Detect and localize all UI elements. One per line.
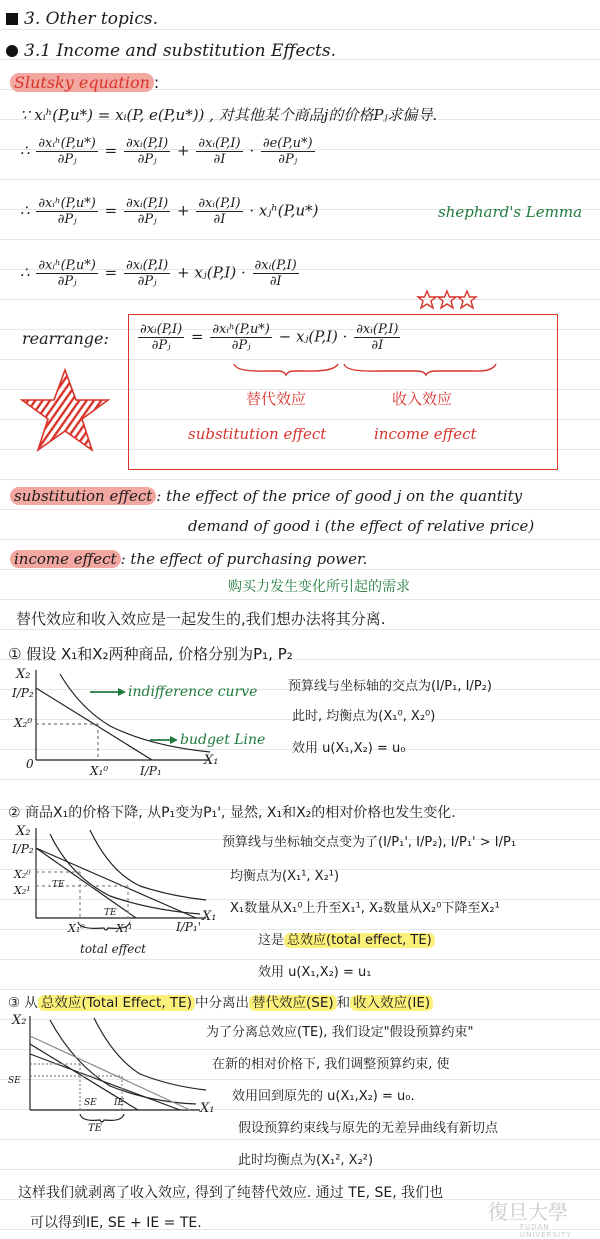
slutsky-result-equation: $\frac{\text{∂xᵢ(P,I)}}{\text{∂Pⱼ}}$ = $\frac{\text{∂xᵢʰ(P,u*)}}{\text{∂Pⱼ}}$ − xⱼ(P,I) · $\frac{\text{∂xᵢ(P,I)}}{\partial I}$ (140, 322, 399, 353)
g1-x-axis: X₁ (204, 753, 219, 768)
income-effect-cn: 收入效应 (392, 390, 453, 408)
slutsky-line-1: ∵ xᵢʰ(P,u*) = xᵢ(P, e(P,u*)) , 对其他某个商品j的价格Pⱼ求偏导. (20, 106, 438, 124)
step2-text: ② 商品X₁的价格下降, 从P₁变为P₁', 显然, X₁和X₂的相对价格也发生变化. (8, 805, 456, 821)
budget-line-label: budget Line (180, 732, 266, 748)
shephard-lemma-note: shephard's Lemma (438, 203, 583, 221)
step1-line-2: 此时, 均衡点为(X₁⁰, X₂⁰) (292, 709, 436, 724)
three-stars-icon (418, 290, 478, 310)
g3-se-x: SE (84, 1098, 97, 1108)
step1-line-1: 预算线与坐标轴的交点为(I/P₁, I/P₂) (288, 679, 492, 694)
slutsky-line-3: ∴ $\frac{\text{∂xᵢʰ(P,u*)}}{\text{∂Pⱼ}}$ = $\frac{\text{∂xᵢ(P,I)}}{\text{∂Pⱼ}}$ + $\frac{\text{∂xᵢ(P,I)}}{\partial I}$ · xⱼʰ(P,u*) (20, 196, 319, 227)
subsection-heading: 3.1 Income and substitution Effects. (6, 42, 336, 60)
step1-line-3: 效用 u(X₁,X₂) = u₀ (292, 741, 406, 756)
slutsky-label: Slutsky equation : (10, 74, 159, 92)
substitution-definition: substitution effect : the effect of the price of good j on the quantity (10, 487, 522, 505)
g2-x-eq0: X₁⁰ (68, 922, 85, 935)
g2-x-axis: X₁ (202, 909, 217, 924)
income-effect-en: income effect (374, 425, 477, 443)
g3-ie-x: IE (114, 1098, 125, 1108)
step2-line-1: 预算线与坐标轴交点变为了(I/P₁', I/P₂), I/P₁' > I/P₁ (222, 835, 517, 850)
slutsky-line-4: ∴ $\frac{\text{∂xᵢʰ(P,u*)}}{\text{∂Pⱼ}}$ = $\frac{\text{∂xᵢ(P,I)}}{\text{∂Pⱼ}}$ + xⱼ(P,I) · $\frac{\text{∂xᵢ(P,I)}}{\partial I}$ (20, 258, 297, 289)
g2-x-eq1: X₁¹ (116, 922, 133, 935)
g1-y-int: I/P₂ (12, 686, 34, 700)
g2-y-eq1: X₂¹ (14, 884, 31, 897)
g1-x-eq: X₁⁰ (90, 764, 109, 778)
g2-te-label-2: TE (104, 908, 117, 918)
conclusion-line-1: 这样我们就剥离了收入效应, 得到了纯替代效应. 通过 TE, SE, 我们也 (18, 1185, 444, 1201)
step3-line-5: 此时均衡点为(X₁², X₂²) (238, 1153, 374, 1168)
substitution-effect-cn: 替代效应 (246, 390, 307, 408)
income-note: 购买力发生变化所引起的需求 (228, 579, 410, 595)
step1-text: ① 假设 X₁和X₂两种商品, 价格分别为P₁, P₂ (8, 645, 293, 663)
g2-y-int: I/P₂ (12, 842, 34, 856)
g1-x-int: I/P₁ (140, 764, 162, 778)
step3-line-4: 假设预算约束线与原先的无差异曲线有新切点 (238, 1121, 499, 1136)
g2-y-eq0: X₂⁰ (14, 868, 31, 881)
slutsky-line-2: ∴ $\frac{\text{∂xᵢʰ(P,u*)}}{\text{∂Pⱼ}}$ = $\frac{\text{∂xᵢ(P,I)}}{\text{∂Pⱼ}}$ + $\frac{\text{∂xᵢ(P,I)}}{\partial I}$ · $\frac{\partial e(P,u*)}{\text{∂Pⱼ}}$ (20, 136, 313, 167)
intro-text: 替代效应和收入效应是一起发生的,我们想办法将其分离. (16, 610, 386, 628)
step3-line-2: 在新的相对价格下, 我们调整预算约束, 使 (212, 1057, 450, 1072)
substitution-effect-en: substitution effect (188, 425, 327, 443)
rearrange-label: rearrange: (22, 329, 109, 348)
round-bullet-icon (6, 45, 18, 57)
g2-total-effect: total effect (80, 942, 146, 956)
g1-y-axis: X₂ (16, 667, 31, 682)
fudan-watermark: 復旦大學 (488, 1200, 568, 1224)
income-definition: income effect : the effect of purchasing power. (10, 550, 367, 568)
step3-line-3: 效用回到原先的 u(X₁,X₂) = u₀. (232, 1089, 415, 1104)
g2-x-int: I/P₁' (176, 920, 201, 934)
graph-3 (10, 1014, 210, 1134)
g1-origin: 0 (26, 757, 34, 771)
step3-line-1: 为了分离总效应(TE), 我们设定"假设预算约束" (206, 1025, 474, 1040)
g1-y-eq: X₂⁰ (14, 716, 33, 730)
indifference-curve-label: indifference curve (128, 684, 258, 700)
step3-text: ③ 从 总效应(Total Effect, TE) 中分离出 替代效应(SE) 和 收入效应(IE) (8, 994, 433, 1012)
g3-se-label: SE (8, 1076, 21, 1086)
step2-line-2: 均衡点为(X₁¹, X₂¹) (230, 869, 340, 884)
section-heading: 3. Other topics. (6, 10, 158, 28)
step2-line-4: 这是 总效应(total effect, TE) (258, 932, 435, 950)
step2-line-5: 效用 u(X₁,X₂) = u₁ (258, 965, 372, 980)
g3-y-axis: X₂ (12, 1013, 27, 1028)
substitution-definition-2: demand of good i (the effect of relative price) (188, 517, 535, 535)
conclusion-line-2: 可以得到IE, SE + IE = TE. (30, 1215, 202, 1231)
g2-te-label: TE (52, 880, 65, 890)
square-bullet-icon (6, 13, 18, 25)
fudan-watermark-sub: FUDAN UNIVERSITY (520, 1223, 572, 1239)
g3-te-label: TE (88, 1123, 102, 1134)
underbraces (228, 362, 568, 376)
red-star-icon (20, 368, 110, 454)
g2-y-axis: X₂ (16, 824, 31, 839)
g3-x-axis: X₁ (200, 1101, 215, 1116)
step2-line-3: X₁数量从X₁⁰上升至X₁¹, X₂数量从X₂⁰下降至X₂¹ (230, 901, 500, 916)
